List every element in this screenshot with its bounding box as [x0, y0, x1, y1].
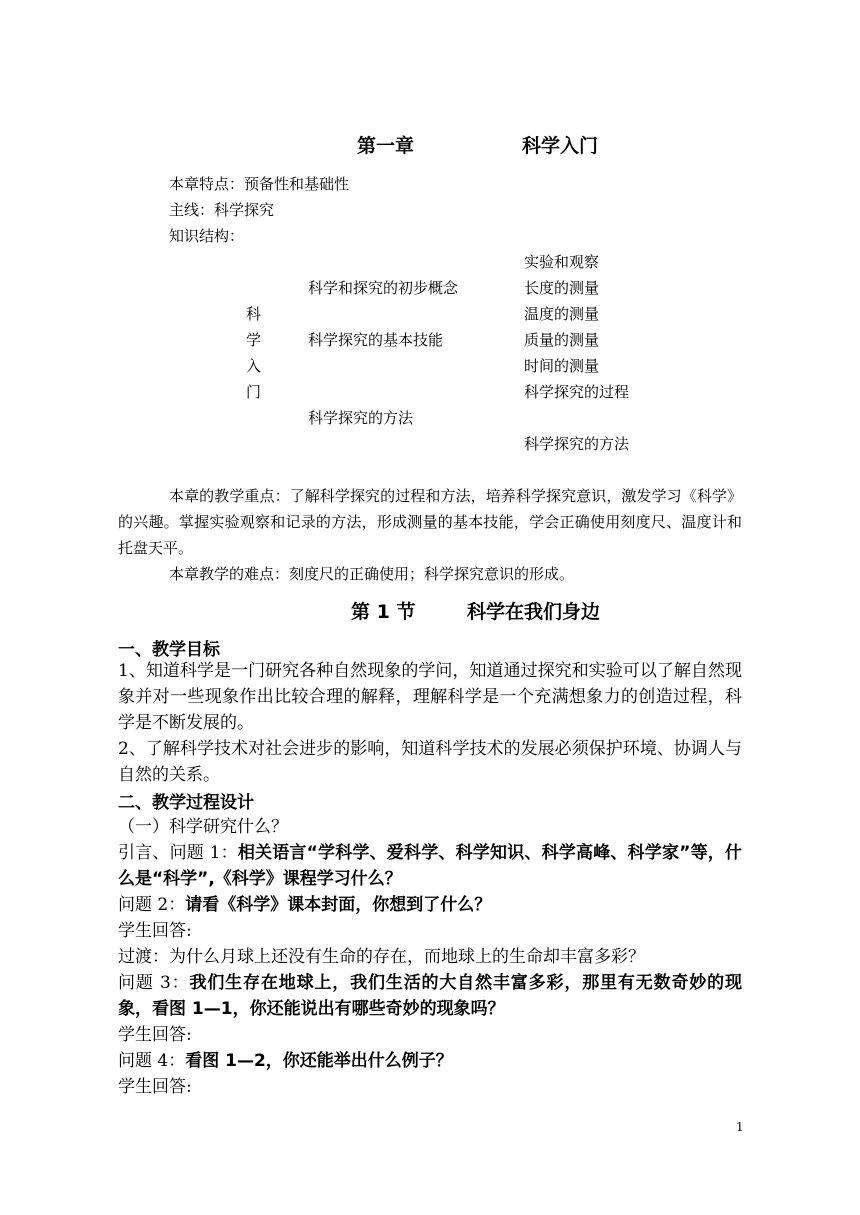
- chapter-title: 科学入门: [522, 135, 599, 157]
- question-1-prefix: 引言、问题 1：: [118, 843, 238, 863]
- chapter-feature: 本章特点：预备性和基础性: [169, 175, 350, 193]
- structure-leaf: 长度的测量: [524, 279, 600, 297]
- section-title: 科学在我们身边: [467, 601, 601, 623]
- objectives-heading: 一、教学目标: [118, 640, 220, 660]
- structure-leaf: 实验和观察: [524, 253, 600, 271]
- structure-branch: 科学探究的基本技能: [308, 331, 444, 349]
- structure-root-char: 门: [246, 383, 262, 401]
- question-3: [118, 970, 742, 1022]
- transition-text: 过渡：为什么月球上还没有生命的存在，而地球上的生命却丰富多彩？: [118, 947, 645, 967]
- chapter-number: 第一章: [357, 135, 415, 157]
- question-2: [118, 892, 742, 918]
- structure-root-char: 科: [246, 305, 262, 323]
- chapter-key-points: 本章的教学重点：了解科学探究的过程和方法，培养科学探究意识，激发学习《科学》的兴趣。掌握实验观察和记录的方法，形成测量的基本技能，学会正确使用刻度尺、温度计和托盘天平。: [118, 487, 742, 557]
- structure-leaf: 质量的测量: [524, 331, 600, 349]
- objective-item-1: 1、知道科学是一门研究各种自然现象的学问，知道通过探究和实验可以了解自然现象并对一些现象作出比较合理的解释，理解科学是一个充满想象力的创造过程，科学是不断发展的。: [118, 661, 742, 733]
- question-2-prefix: 问题 2：: [118, 895, 186, 915]
- structure-label: 知识结构：: [169, 227, 245, 245]
- structure-root-char: 学: [246, 331, 262, 349]
- structure-leaf: 温度的测量: [524, 305, 600, 323]
- question-1-text: 相关语言“学科学、爱科学、科学知识、科学高峰、科学家”等，什么是“科学”,《科学》课程学习什么？: [118, 843, 742, 889]
- question-3-prefix: 问题 3：: [118, 973, 190, 993]
- question-4: [118, 1048, 742, 1074]
- question-1: [118, 840, 742, 892]
- student-answer: 学生回答:: [118, 1025, 192, 1045]
- chapter-difficulties: 本章教学的难点：刻度尺的正确使用；科学探究意识的形成。: [169, 565, 575, 583]
- question-3-text: 我们生存在地球上，我们生活的大自然丰富多彩，那里有无数奇妙的现象，看图 1—1，你还能说出有哪些奇妙的现象吗？: [118, 973, 742, 1019]
- structure-branch: 科学探究的方法: [308, 409, 414, 427]
- student-answer: 学生回答:: [118, 1077, 192, 1097]
- process-heading: 二、教学过程设计: [118, 793, 254, 813]
- structure-leaf: 科学探究的过程: [524, 383, 630, 401]
- structure-leaf: 科学探究的方法: [524, 435, 630, 453]
- structure-branch: 科学和探究的初步概念: [308, 279, 459, 297]
- page-number: 1: [736, 1120, 744, 1134]
- objective-item-2: 2、了解科学技术对社会进步的影响，知道科学技术的发展必须保护环境、协调人与自然的关系。: [118, 739, 742, 785]
- section-number: 第 1 节: [351, 601, 416, 623]
- question-4-prefix: 问题 4：: [118, 1051, 186, 1071]
- structure-leaf: 时间的测量: [524, 357, 600, 375]
- question-4-text: 看图 1—2，你还能举出什么例子？: [185, 1051, 453, 1071]
- student-answer: 学生回答:: [118, 921, 192, 941]
- question-2-text: 请看《科学》课本封面，你想到了什么？: [185, 895, 492, 915]
- process-subheading: （一）科学研究什么？: [118, 817, 288, 837]
- chapter-mainline: 主线：科学探究: [169, 201, 275, 219]
- structure-root-char: 入: [246, 357, 262, 375]
